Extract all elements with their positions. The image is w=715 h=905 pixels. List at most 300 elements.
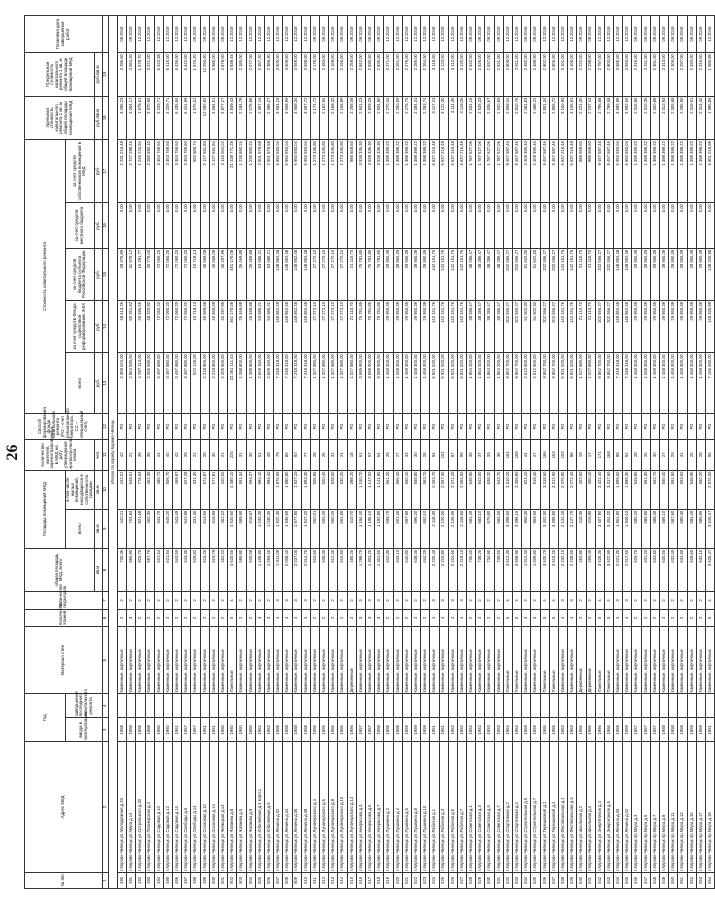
cell-wall: Панельные (604, 627, 613, 694)
cell-y2 (274, 694, 283, 718)
cell-aa: 1 949,10 (623, 509, 632, 548)
cell-res: 18 (347, 440, 356, 470)
cell-fl: 4 (292, 609, 301, 626)
cell-ta: 630,10 (696, 548, 705, 591)
cell-aa: 3 398,60 (503, 509, 512, 548)
cell-wall: Каменные, кирпичные (623, 627, 632, 694)
cell-cr: 29 950,39 (411, 248, 420, 300)
cell-d: 12.2019 (163, 16, 172, 53)
cell-lc: 2 222,00 (577, 53, 586, 96)
cell-en: 4 (540, 592, 549, 609)
cell-cr: 31 970,12 (127, 248, 136, 300)
cell-res: 21 (127, 440, 136, 470)
cell-en: 2 (476, 592, 485, 609)
table-row (494, 16, 503, 889)
cell-d: 12.2019 (237, 16, 246, 53)
cell-lc: 1 578,70 (136, 53, 145, 96)
cell-m: РО (568, 414, 577, 440)
cell-m: РО (255, 414, 264, 440)
cell-wall: Каменные, кирпичные (641, 627, 650, 694)
cell-uc: 2 319,91 (687, 96, 696, 139)
cell-ar: 400,10 (586, 470, 595, 509)
cell-n: 526 (448, 872, 457, 888)
cell-m: РО (457, 414, 466, 440)
cell-cf: 148 862,48 (623, 300, 632, 352)
cell-n: 527 (457, 872, 466, 888)
cell-fl: 2 (678, 609, 687, 626)
table-row (255, 16, 264, 889)
cell-y1: 1962 (264, 718, 273, 742)
cell-y1: 1956 (347, 718, 356, 742)
cell-addr: г.Кирово-Чепецк ул.Некрасова д.7 (375, 742, 384, 872)
cell-ct: 9 862 700,00 (513, 353, 522, 414)
cell-ta: 589,90 (237, 548, 246, 591)
cell-y2 (540, 694, 549, 718)
cell-addr: г.Кирово-Чепецк ул.Строительная д.7 (531, 742, 540, 872)
table-row (604, 16, 613, 889)
cell-addr: г.Кирово-Чепецк ул.Энергетиков д.5 (604, 742, 613, 872)
cell-m: РО (145, 414, 154, 440)
cell-cl: 0,00 (356, 203, 365, 249)
unit-rub-2: руб. (94, 300, 102, 352)
cell-en: 3 (356, 592, 365, 609)
cell-en: 2 (219, 592, 228, 609)
cell-cl: 0,00 (329, 203, 338, 249)
cell-y1: 1957 (641, 718, 650, 742)
cell-cr: 202 556,27 (503, 248, 512, 300)
cell-fl: 4 (430, 609, 439, 626)
cell-cr: 45 569,08 (200, 248, 209, 300)
cell-cl: 0,00 (117, 203, 126, 249)
hdr-total-area: общая площадь МКД, всего (25, 548, 95, 591)
cell-ct: 1 864 200,00 (476, 353, 485, 414)
cell-fl: 4 (283, 609, 292, 626)
cell-n: 516 (356, 872, 365, 888)
cell-cl: 0,00 (660, 203, 669, 249)
cell-y1: 1952 (467, 718, 476, 742)
cell-ct: 1 027 880,00 (577, 353, 586, 414)
hdr-cost-group: Стоимость капитального ремонта (25, 140, 66, 414)
cell-cr: 26 469,88 (246, 248, 255, 300)
hdr-wall: Материал стен (25, 627, 103, 694)
cell-cr: 29 950,39 (669, 248, 678, 300)
cell-n: 554 (705, 872, 714, 888)
cell-lc: 3 598,00 (301, 53, 310, 96)
cell-cl: 0,00 (154, 203, 163, 249)
cell-ct: 3 689 900,00 (366, 353, 375, 414)
cell-ta: 455,20 (347, 548, 356, 591)
cell-res: 29 (669, 440, 678, 470)
cell-m: РО (595, 414, 604, 440)
cell-co: 1 273 335,80 (338, 140, 347, 203)
cell-cl: 0,00 (209, 203, 218, 249)
cell-y1: 1955 (320, 718, 329, 742)
cell-n: 524 (430, 872, 439, 888)
cell-y2 (586, 694, 595, 718)
cell-cr: 202 556,27 (595, 248, 604, 300)
cell-co: 3 538 336,30 (356, 140, 365, 203)
cell-aa: 586,90 (641, 509, 650, 548)
cell-en: 2 (117, 592, 126, 609)
cell-m: РО (430, 414, 439, 440)
cell-n: 492 (136, 872, 145, 888)
cell-ar: 1 141,90 (375, 470, 384, 509)
cell-co: 9 457 587,46 (540, 140, 549, 203)
cell-co: 2 127 661,84 (200, 140, 209, 203)
cell-y2 (485, 694, 494, 718)
cell-y2 (182, 694, 191, 718)
cell-y1: 1957 (182, 718, 191, 742)
cell-n: 491 (127, 872, 136, 888)
cell-cf: 202 556,27 (595, 300, 604, 352)
cell-ta: 2 014,70 (301, 548, 310, 591)
cell-aa: 955,60 (531, 509, 540, 548)
cell-y1: 1961 (200, 718, 209, 742)
cell-en: 2 (696, 592, 705, 609)
cell-m: РО (448, 414, 457, 440)
cell-cl: 0,00 (522, 203, 531, 249)
cell-en: 3 (614, 592, 623, 609)
cell-cl: 0,00 (163, 203, 172, 249)
cell-addr: г.Кирово-Чепецк ул.Рабочая д.3 (439, 742, 448, 872)
cell-addr: г.Кирово-Чепецк ул.Энергетиков д.3 (595, 742, 604, 872)
cell-y1: 1964 (513, 718, 522, 742)
cell-aa: 543,49 (173, 509, 182, 548)
cell-ar: 552,70 (650, 470, 659, 509)
cell-ta: 621,54 (163, 548, 172, 591)
cell-ta: 1 298,70 (356, 548, 365, 591)
cell-addr: г.Кирово-Чепецк ул.Школьная д.2 (577, 742, 586, 872)
cell-cf: 72 060,20 (173, 300, 182, 352)
cell-cl: 0,00 (402, 203, 411, 249)
table-row (320, 16, 329, 889)
cell-res: 28 (310, 440, 319, 470)
cell-uc: 2 357,16 (255, 96, 264, 139)
cell-wall: Каменные, кирпичные (145, 627, 154, 694)
cell-addr: г.Кирово-Чепецк ул.Свободы д.14 (191, 742, 200, 872)
cell-co: 1 398 399,22 (669, 140, 678, 203)
hdr-floors: Количество этажей (25, 609, 103, 626)
cell-aa: 585,20 (632, 509, 641, 548)
cell-cr: 29 950,39 (393, 248, 402, 300)
cell-y1: 1960 (246, 718, 255, 742)
cell-y2 (246, 694, 255, 718)
cell-d: 12.2019 (558, 16, 567, 53)
cell-ar: 3 317,50 (604, 470, 613, 509)
cell-lc: 2 802,00 (540, 53, 549, 96)
cell-wall: Каменные, кирпичные (356, 627, 365, 694)
cell-cl: 0,00 (485, 203, 494, 249)
cell-en: 2 (660, 592, 669, 609)
cell-y2 (476, 694, 485, 718)
cell-d: 12.2019 (264, 16, 273, 53)
cell-cf: 148 862,48 (283, 300, 292, 352)
cell-res: 35 (145, 440, 154, 470)
cell-ct: 1 458 300,00 (678, 353, 687, 414)
cell-ct: 1 458 300,00 (384, 353, 393, 414)
cell-lc: 3 118,00 (430, 53, 439, 96)
cell-aa: 596,20 (411, 509, 420, 548)
cell-aa: 555,20 (320, 509, 329, 548)
cell-en: 2 (145, 592, 154, 609)
cell-res: 21 (219, 440, 228, 470)
cell-en: 2 (522, 592, 531, 609)
cell-n: 521 (402, 872, 411, 888)
cell-cf: 75 781,85 (366, 300, 375, 352)
cell-wall: Каменные, кирпичные (558, 627, 567, 694)
cell-res: 64 (375, 440, 384, 470)
cell-y2 (421, 694, 430, 718)
cell-ar: 4 480,10 (228, 470, 237, 509)
cell-n: 531 (494, 872, 503, 888)
cell-wall: Каменные, кирпичные (568, 627, 577, 694)
cell-y2 (255, 694, 264, 718)
cell-n: 510 (301, 872, 310, 888)
cell-y2 (283, 694, 292, 718)
cell-wall: Каменные, кирпичные (219, 627, 228, 694)
column-index: 12 (102, 414, 108, 440)
cell-wall: Панельные (595, 627, 604, 694)
cell-ta: 543,50 (173, 548, 182, 591)
cell-lc: 2 835,00 (375, 53, 384, 96)
cell-co: 1 398 399,22 (641, 140, 650, 203)
cell-co: 2 727 298,46 (127, 140, 136, 203)
cell-fl: 5 (540, 609, 549, 626)
cell-m: РО (485, 414, 494, 440)
cell-co: 985 658,60 (347, 140, 356, 203)
cell-ta: 2 017,60 (623, 548, 632, 591)
cell-m: РО (246, 414, 255, 440)
cell-ar: 561,20 (384, 470, 393, 509)
cell-ar: 1 880,80 (283, 470, 292, 509)
table-row (264, 16, 273, 889)
cell-uc: 2 525,33 (476, 96, 485, 139)
cell-ta: 2 037,00 (292, 548, 301, 591)
unit-rub-sqm-2: руб./кв.м (94, 53, 102, 96)
cell-cl: 0,00 (696, 203, 705, 249)
cell-y2 (595, 694, 604, 718)
cell-d: 09.2019 (117, 16, 126, 53)
cell-res: 29 (182, 440, 191, 470)
column-index: 7 (102, 592, 108, 609)
cell-cf: 45 569,08 (209, 300, 218, 352)
cell-ta: 629,70 (632, 548, 641, 591)
cell-m: РО (228, 414, 237, 440)
cell-n: 519 (384, 872, 393, 888)
cell-y2 (117, 694, 126, 718)
cell-aa: 1 947,20 (301, 509, 310, 548)
cell-cr: 148 862,48 (614, 248, 623, 300)
cell-y2 (209, 694, 218, 718)
table-row (200, 16, 209, 889)
cell-wall: Каменные, кирпичные (338, 627, 347, 694)
cell-co: 9 457 587,46 (604, 140, 613, 203)
cell-uc: 2 810,76 (513, 96, 522, 139)
cell-y2 (127, 694, 136, 718)
cell-d: 12.2019 (274, 16, 283, 53)
cell-res: 103 (558, 440, 567, 470)
cell-en: 2 (411, 592, 420, 609)
table-row (669, 16, 678, 889)
cell-uc: 3 604,19 (274, 96, 283, 139)
cell-uc: 2 808,04 (503, 96, 512, 139)
cell-cr: 29 950,39 (421, 248, 430, 300)
cell-wall: Каменные, кирпичные (614, 627, 623, 694)
table-body (108, 16, 714, 889)
cell-ar: 442,01 (117, 470, 126, 509)
cell-lc: 3 106,00 (568, 53, 577, 96)
cell-cr: 27 272,10 (338, 248, 347, 300)
cell-y2 (641, 694, 650, 718)
cell-fl: 2 (200, 609, 209, 626)
cell-y1: 1958 (145, 718, 154, 742)
table-row (136, 16, 145, 889)
cell-cl: 0,00 (219, 203, 228, 249)
cell-res: 33 (402, 440, 411, 470)
cell-ar: 994,10 (255, 470, 264, 509)
cell-ct: 1 864 200,00 (494, 353, 503, 414)
cell-en: 2 (163, 592, 172, 609)
cell-en: 2 (329, 592, 338, 609)
cell-aa: 679,80 (485, 509, 494, 548)
cell-y2 (696, 694, 705, 718)
cell-addr: г.Кирово-Чепецк ул.Терешковой д.4 (549, 742, 558, 872)
cell-cf: 148 862,48 (274, 300, 283, 352)
cell-res: 19 (577, 440, 586, 470)
cell-d: 12.2019 (439, 16, 448, 53)
cell-m: РО (586, 414, 595, 440)
hdr-cost-own: за счет средств собственников помещений в МКД (66, 140, 95, 203)
table-row (292, 16, 301, 889)
cell-m: РО (347, 414, 356, 440)
cell-cf: 142 151,76 (568, 300, 577, 352)
cell-fl: 2 (347, 609, 356, 626)
cell-cl: 0,00 (669, 203, 678, 249)
cell-d: 12.2019 (614, 16, 623, 53)
cell-cr: 461 170,08 (228, 248, 237, 300)
cell-cf: 202 556,27 (549, 300, 558, 352)
cell-res: 95 (705, 440, 714, 470)
cell-aa: 2 119,60 (457, 509, 466, 548)
cell-cf: 202 556,27 (513, 300, 522, 352)
cell-fl: 2 (669, 609, 678, 626)
cell-cl: 0,00 (274, 203, 283, 249)
column-index: 9 (102, 509, 108, 548)
cell-lc: 2 238,00 (586, 53, 595, 96)
cell-cl: 0,00 (448, 203, 457, 249)
cell-ct: 1 288 800,00 (237, 353, 246, 414)
cell-m: РО (219, 414, 228, 440)
hdr-area-res: в том числе жилых помещений, находящихся в собственности граждан (66, 470, 95, 509)
cell-co: 6 950 593,04 (301, 140, 310, 203)
cell-co: 9 457 587,46 (513, 140, 522, 203)
cell-cl: 0,00 (292, 203, 301, 249)
cell-res: 27 (660, 440, 669, 470)
cell-wall: Каменные, кирпичные (687, 627, 696, 694)
cell-ct: 7 156 690,00 (705, 353, 714, 414)
cell-cr: 142 151,76 (430, 248, 439, 300)
cell-y2 (411, 694, 420, 718)
cell-en: 2 (632, 592, 641, 609)
cell-d: 12.2019 (705, 16, 714, 53)
cell-n: 533 (513, 872, 522, 888)
cell-co: 3 538 336,30 (366, 140, 375, 203)
cell-ar: 553,60 (678, 470, 687, 509)
cell-y1: 1959 (696, 718, 705, 742)
cell-aa: 3 396,10 (513, 509, 522, 548)
cell-aa: 601,30 (393, 509, 402, 548)
cell-ct: 1 288 800,00 (246, 353, 255, 414)
cell-y2 (448, 694, 457, 718)
cell-uc: 2 182,94 (320, 96, 329, 139)
cell-wall: Панельные (513, 627, 522, 694)
table-row (329, 16, 338, 889)
cell-res: 98 (568, 440, 577, 470)
cell-wall: Каменные, кирпичные (127, 627, 136, 694)
hdr-year: Год (25, 694, 66, 742)
cell-res: 17 (586, 440, 595, 470)
cell-ct: 7 248 318,00 (283, 353, 292, 414)
cell-co: 1 787 627,06 (494, 140, 503, 203)
cell-cr: 202 556,27 (604, 248, 613, 300)
cell-aa: 2 127,70 (568, 509, 577, 548)
cell-addr: г.Кирово-Чепецк пр.Мира д.5 (641, 742, 650, 872)
cell-uc: 2 221,00 (577, 96, 586, 139)
cell-uc: 4 229,71 (163, 96, 172, 139)
cell-en: 2 (641, 592, 650, 609)
cell-y1: 1959 (687, 718, 696, 742)
cell-en: 4 (228, 592, 237, 609)
cell-n: 518 (375, 872, 384, 888)
cell-ar: 550,40 (660, 470, 669, 509)
cell-ta: 610,60 (310, 548, 319, 591)
cell-ar: 420,00 (219, 470, 228, 509)
cell-y1: 1959 (531, 718, 540, 742)
cell-ta: 4 620,60 (228, 548, 237, 591)
cell-addr: г.Кирово-Чепецк пр.Мира д.15 (687, 742, 696, 872)
cell-ar: 2 063,70 (430, 470, 439, 509)
cell-n: 530 (485, 872, 494, 888)
cell-cr: 72 060,20 (173, 248, 182, 300)
cell-lc: 6 415,00 (163, 53, 172, 96)
cell-fl: 2 (136, 609, 145, 626)
cell-m: РО (173, 414, 182, 440)
cell-ar: 648,61 (127, 470, 136, 509)
cell-wall: Деревянные (586, 627, 595, 694)
cell-fl: 3 (531, 609, 540, 626)
cell-addr: г.Кирово-Чепецк пр.Мира д.19 (705, 742, 714, 872)
cell-y1: 1958 (678, 718, 687, 742)
cell-n: 528 (467, 872, 476, 888)
cell-ct: 1 458 300,00 (411, 353, 420, 414)
cell-en: 3 (274, 592, 283, 609)
cell-addr: г.Кирово-Чепецк ул.Фестивальная д.1 (558, 742, 567, 872)
cell-co: 6 901 018,98 (705, 140, 714, 203)
cell-co: 1 273 335,80 (310, 140, 319, 203)
cell-fl: 2 (632, 609, 641, 626)
cell-d: 09.2019 (522, 16, 531, 53)
cell-fl: 4 (614, 609, 623, 626)
cell-cf: 29 950,39 (678, 300, 687, 352)
cell-addr: г.Кирово-Чепецк ул.Чапаева д.9 (246, 742, 255, 872)
cell-cl: 0,00 (366, 203, 375, 249)
cell-m: РО (310, 414, 319, 440)
cell-n: 520 (393, 872, 402, 888)
cell-addr: г.Кирово-Чепецк ул.Мира д.14 (127, 742, 136, 872)
cell-uc: 2 520,55 (494, 96, 503, 139)
cell-n: 505 (255, 872, 264, 888)
cell-lc: 3 586,00 (614, 53, 623, 96)
